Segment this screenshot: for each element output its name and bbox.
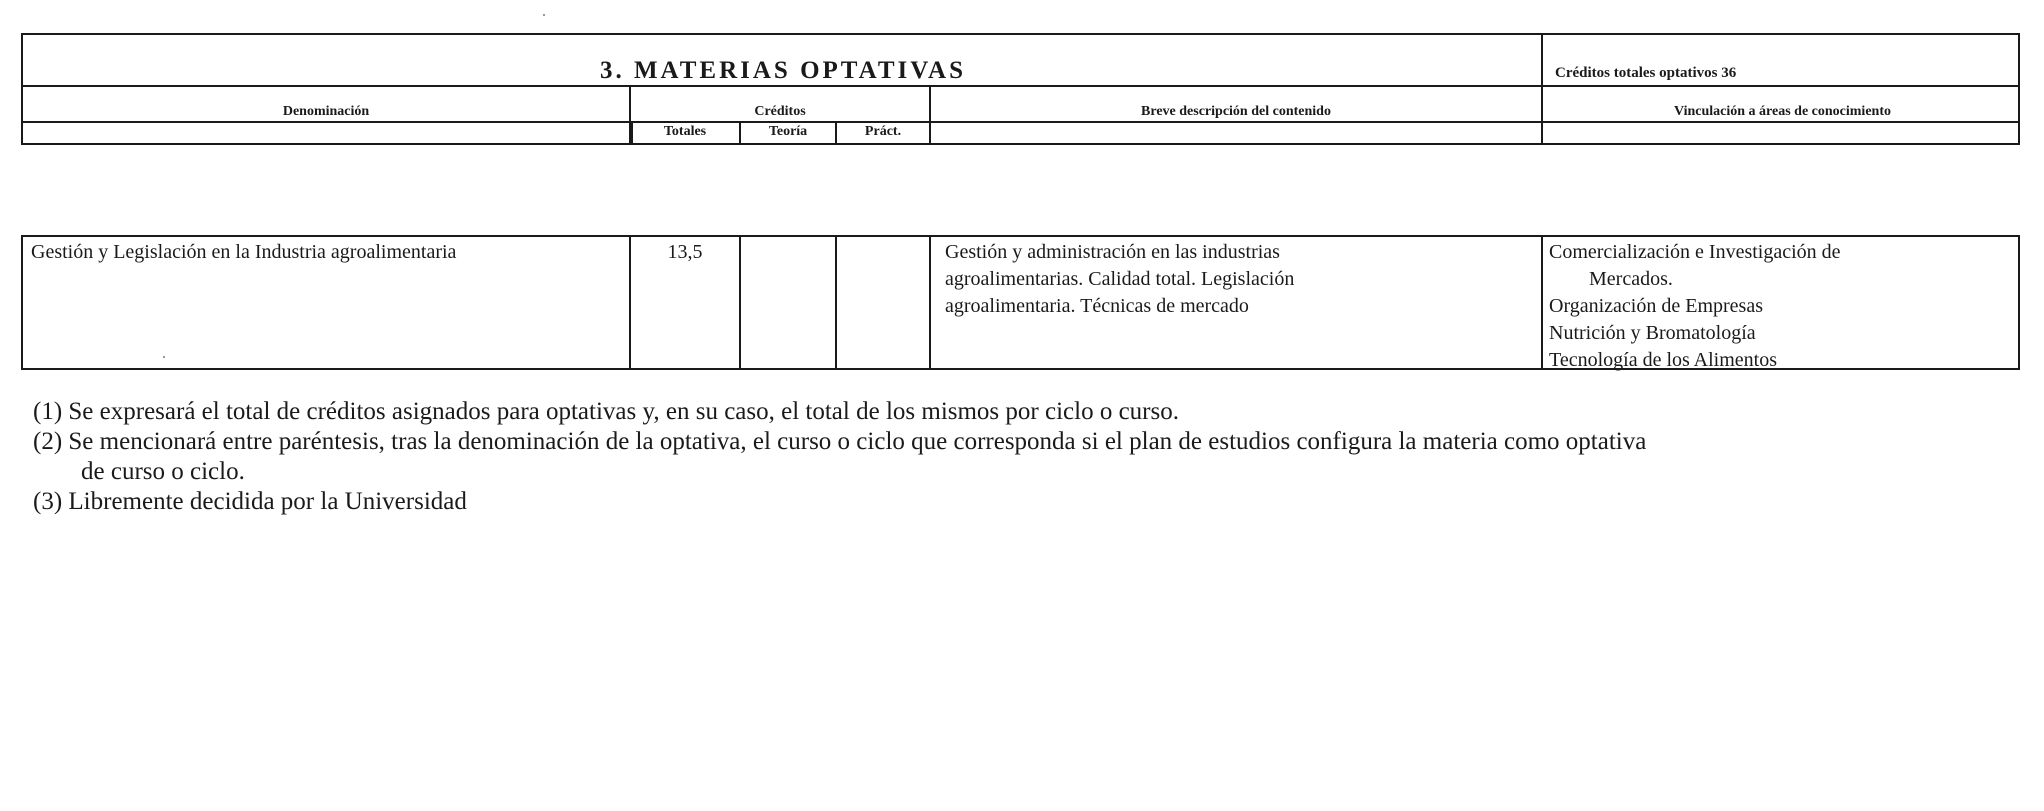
footnote-2: (2) Se mencionará entre paréntesis, tras la denominación de la optativa, el curso o ciclo que corresponda si el plan de estudios configura la materia como optativa [33,428,1647,455]
footnote-2-continuation: de curso o ciclo. [81,458,245,485]
descripcion-line: agroalimentaria. Técnicas de mercado [945,295,1249,317]
footnote-3: (3) Libremente decidida por la Universidad [33,488,467,515]
row-divider-1 [739,237,741,368]
subheader-totales: Totales [663,124,707,139]
header-rule-1 [23,85,2018,87]
area-item: Organización de Empresas [1549,295,1763,317]
cell-totales: 13,5 [667,241,703,263]
scan-speck [543,14,545,16]
column-header-creditos: Créditos [754,104,806,119]
footnote-1: (1) Se expresará el total de créditos asignados para optativas y, en su caso, el total de los mismos por ciclo o curso. [33,398,1179,425]
column-header-denominacion: Denominación [282,104,370,119]
descripcion-line: agroalimentarias. Calidad total. Legislación [945,268,1295,290]
descripcion-line: Gestión y administración en las industrias [945,241,1280,263]
row-divider-2 [835,237,837,368]
cell-vinculacion [1549,239,2019,374]
header-rule-2 [23,121,2018,123]
scan-speck [163,356,165,358]
area-item: Mercados. [1589,268,1673,290]
subheader-teoria: Teoría [768,124,808,139]
area-item: Comercialización e Investigación de [1549,241,1841,263]
subheader-practica: Práct. [864,124,902,139]
row-divider-3 [929,237,931,368]
column-header-descripcion: Breve descripción del contenido [1141,104,1331,119]
area-item: Tecnología de los Alimentos [1549,349,1778,371]
footnotes [33,397,2044,517]
optativas-header-table [21,33,2020,145]
section-title: 3. MATERIAS OPTATIVAS [599,57,967,84]
table-row [21,235,2020,370]
row-divider-4 [1541,237,1543,368]
total-credits-label: Créditos totales optativos 36 [1555,65,1737,81]
cell-descripcion [945,239,1535,320]
cell-denominacion: Gestión y Legislación en la Industria agroalimentaria [31,241,457,263]
column-header-vinculacion: Vinculación a áreas de conocimiento [1674,104,1891,119]
area-item: Nutrición y Bromatología [1549,322,1756,344]
